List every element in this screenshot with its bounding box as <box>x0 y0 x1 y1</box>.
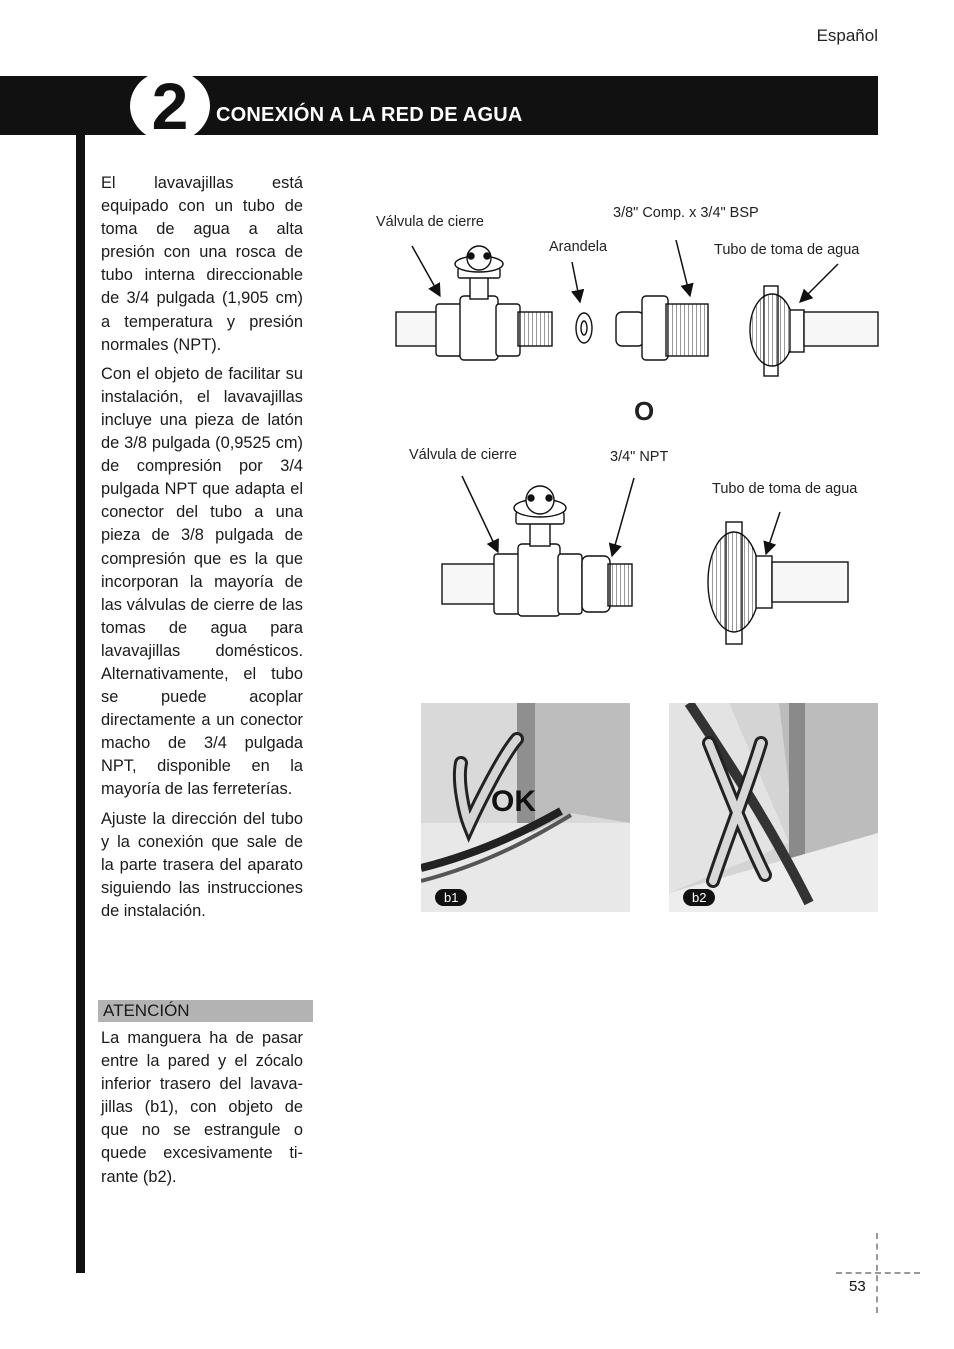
attention-text: La manguera ha de pasar entre la pared y el zócalo inferior trasero del lavava-jillas (b1), con objeto de que no se estrangule o quede excesivamente ti-rante (b2). <box>101 1029 303 1186</box>
ok-mark: OK <box>491 785 536 818</box>
washer <box>576 313 592 343</box>
page-number: 53 <box>849 1278 866 1295</box>
or-label: O <box>634 396 655 426</box>
section-title: CONEXIÓN A LA RED DE AGUA <box>216 104 523 126</box>
attention-text-block <box>101 1027 303 1195</box>
adapter-label: 3/8" Comp. x 3/4" BSP <box>613 205 759 221</box>
photo-incorrect-b2 <box>669 703 878 912</box>
washer-label: Arandela <box>549 239 608 255</box>
bottom-valve-label: Válvula de cierre <box>409 447 517 463</box>
adapter-fitting <box>616 296 708 360</box>
crop-mark-horizontal <box>836 1272 920 1274</box>
paragraph-adjust: Ajuste la dirección del tubo y la conexión que sale de la parte trasera del aparato siguiendo las instrucciones de instalación. <box>101 809 303 920</box>
attention-label: ATENCIÓN <box>103 1001 190 1020</box>
paragraph-intro: El lavavajillas está equipado con un tubo de toma de agua a alta presión con una rosca de tubo interna direccionable de 3/4 pulgada (1,905 cm) a temperatura y presión normales (NPT). <box>101 174 303 354</box>
photo-tag-b1: b1 <box>435 889 467 906</box>
top-valve-assembly <box>396 246 552 360</box>
bottom-hose-label: Tubo de toma de agua <box>712 481 858 497</box>
language-label: Español <box>816 26 878 45</box>
top-hose-coupling <box>750 286 878 376</box>
bottom-valve-assembly <box>442 486 632 616</box>
x-mark: X <box>669 703 670 704</box>
photo-tag-b2: b2 <box>683 889 715 906</box>
bottom-hose-coupling <box>708 522 848 644</box>
section-number: 2 <box>151 69 189 143</box>
top-valve-label: Válvula de cierre <box>376 214 484 230</box>
npt-label: 3/4" NPT <box>610 449 669 465</box>
photo-correct-b1 <box>421 703 630 912</box>
top-hose-label: Tubo de toma de agua <box>714 242 860 258</box>
paragraph-adapter: Con el objeto de facilitar su instalación, el lavavajillas incluye una pieza de latón de 3/8 pulgada (0,9525 cm) de compresión por 3/4 pulgada NPT que adapta el conector del tubo a una pieza de 3/8 pulgada de compresión que es la que incorporan la mayoría de las válvulas de cierre de las tomas de agua para lavavajillas domésticos. Alternativamente, el tubo se puede acoplar directamente a un conector macho de 3/4 pulgada NPT, disponible en la mayoría de las ferreterías. <box>101 364 303 799</box>
